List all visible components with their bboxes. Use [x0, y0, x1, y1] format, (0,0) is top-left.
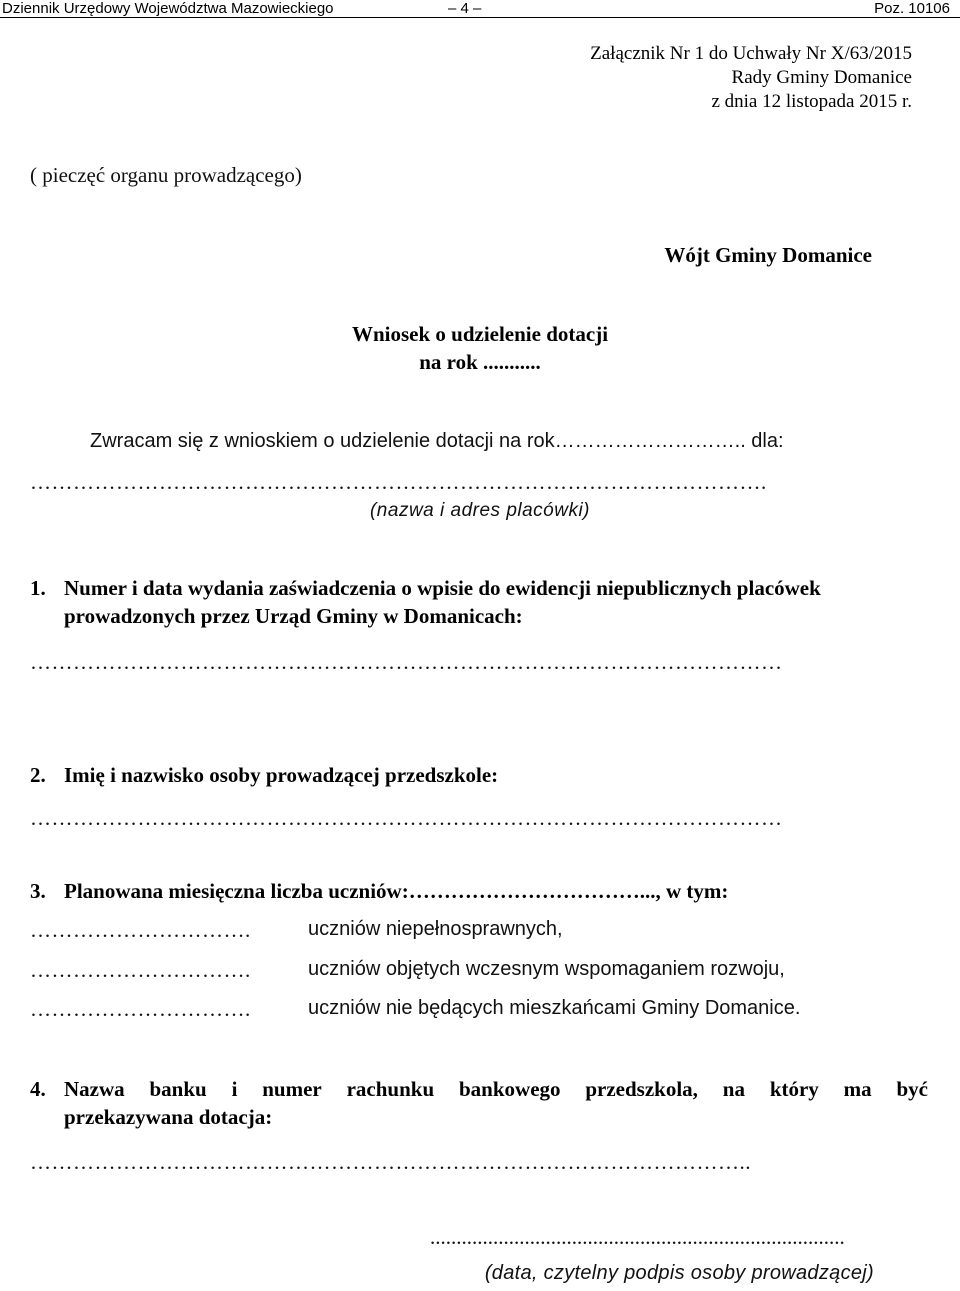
- section-1-number: 1.: [30, 576, 46, 600]
- section-4-word: i: [231, 1077, 238, 1101]
- section-4-dots: ………………………………………………………………………………………..: [30, 1150, 751, 1174]
- section-4-word: przedszkola,: [585, 1077, 698, 1101]
- signature-caption: (data, czytelny podpis osoby prowadzącej): [484, 1262, 874, 1284]
- pupils-non-residents-label: uczniów nie będących mieszkańcami Gminy Domanice.: [308, 997, 801, 1019]
- section-4-word: który: [769, 1077, 819, 1101]
- signature-dots: ...............................................................................: [430, 1225, 845, 1249]
- annex-line-3: z dnia 12 listopada 2015 r.: [711, 91, 912, 112]
- form-title-year: na rok ...........: [419, 350, 541, 374]
- addressee: Wójt Gminy Domanice: [664, 243, 872, 267]
- section-4-word: rachunku: [346, 1077, 435, 1101]
- position-number: Poz. 10106: [874, 0, 950, 17]
- section-4-word: być: [896, 1077, 928, 1101]
- section-2-dots: ……………………………………………………………………………………………: [30, 806, 783, 830]
- annex-line-1: Załącznik Nr 1 do Uchwały Nr X/63/2015: [590, 43, 912, 64]
- request-text: Zwracam się z wnioskiem o udzielenie dotacji na rok……………………….. dla:: [90, 430, 784, 452]
- pupils-disabled-dots: ………………………….: [30, 918, 251, 942]
- section-4-word: bankowego: [458, 1077, 561, 1101]
- form-title: Wniosek o udzielenie dotacji: [351, 322, 609, 346]
- stamp-label: ( pieczęć organu prowadzącego): [30, 163, 302, 187]
- section-2-heading: Imię i nazwisko osoby prowadzącej przedszkole:: [64, 763, 499, 787]
- section-4-word: numer: [262, 1077, 322, 1101]
- facility-dots: ………………………………………………………………………………………….: [30, 470, 767, 494]
- page-number: – 4 –: [448, 0, 482, 17]
- section-4-word: banku: [149, 1077, 207, 1101]
- section-4-word: ma: [843, 1077, 872, 1101]
- pupils-non-residents-dots: ………………………….: [30, 997, 251, 1021]
- section-3-number: 3.: [30, 879, 46, 903]
- section-4-heading-cont: przekazywana dotacja:: [64, 1105, 273, 1129]
- section-4-word: na: [722, 1077, 745, 1101]
- section-2-number: 2.: [30, 763, 46, 787]
- header-rule: [0, 17, 960, 18]
- section-1-heading-cont: prowadzonych przez Urząd Gminy w Domanicach:: [64, 604, 523, 628]
- annex-line-2: Rady Gminy Domanice: [731, 67, 912, 88]
- section-1-heading: Numer i data wydania zaświadczenia o wpisie do ewidencji niepublicznych placówek: [64, 576, 821, 600]
- facility-caption: (nazwa i adres placówki): [369, 500, 591, 521]
- section-4-heading: [64, 1077, 928, 1102]
- section-4-word: Nazwa: [64, 1077, 125, 1101]
- journal-title: Dziennik Urzędowy Województwa Mazowieckiego: [2, 0, 334, 17]
- pupils-early-support-dots: ………………………….: [30, 958, 251, 982]
- section-4-number: 4.: [30, 1077, 46, 1101]
- section-3-heading: Planowana miesięczna liczba uczniów:……………………………..., w tym:: [64, 879, 729, 903]
- pupils-early-support-label: uczniów objętych wczesnym wspomaganiem rozwoju,: [308, 958, 785, 980]
- section-1-dots: ……………………………………………………………………………………………: [30, 650, 783, 674]
- pupils-disabled-label: uczniów niepełnosprawnych,: [308, 918, 563, 940]
